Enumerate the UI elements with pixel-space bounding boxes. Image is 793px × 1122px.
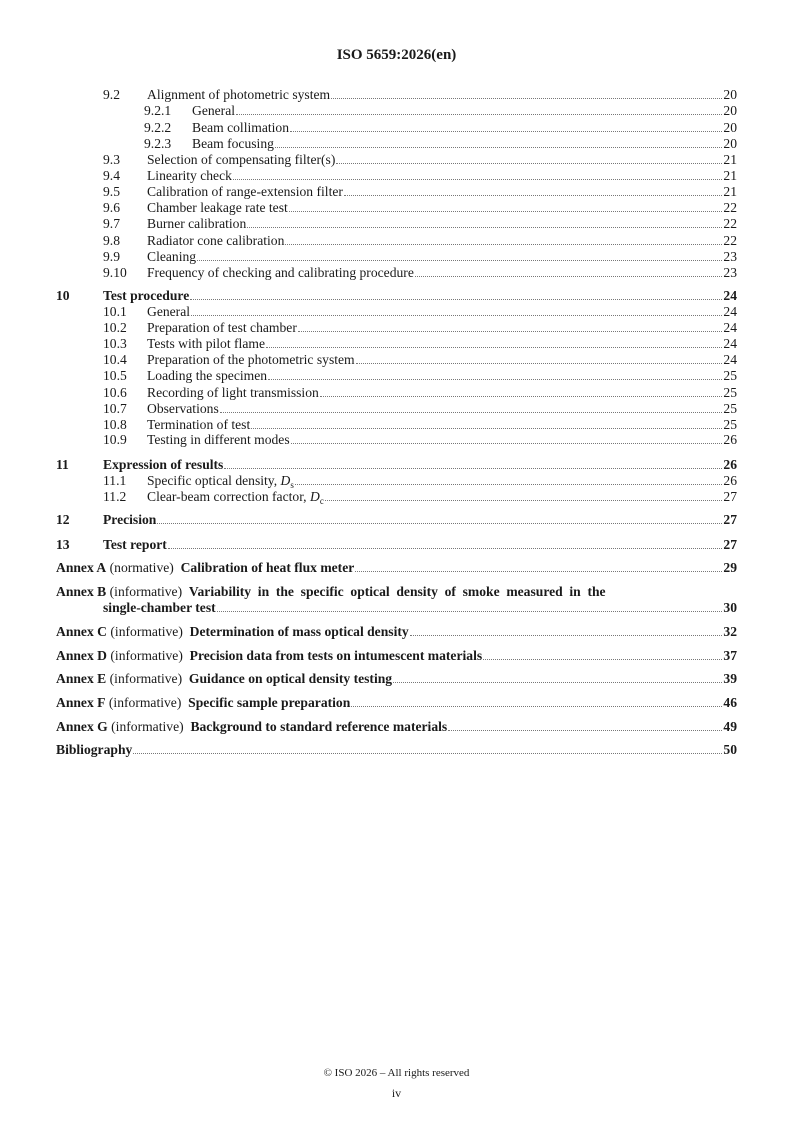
annex-title: Determination of mass optical density — [189, 624, 409, 639]
toc-entry[interactable] — [56, 559, 737, 576]
toc-entry-title — [56, 718, 447, 735]
toc-entry-line — [56, 647, 737, 664]
dot-leader — [356, 351, 723, 364]
toc-entry[interactable] — [56, 488, 737, 505]
toc-entry-number: 9.9 — [103, 249, 120, 264]
toc-entry-line — [147, 472, 737, 489]
toc-entry-page: 23 — [723, 249, 737, 264]
dot-leader — [275, 135, 722, 148]
toc-entry-title — [56, 670, 392, 687]
dot-leader — [157, 511, 722, 524]
toc-entry-line — [147, 319, 737, 336]
toc-entry-page: 24 — [723, 288, 737, 303]
toc-entry-line — [147, 303, 737, 320]
dot-leader — [224, 456, 722, 469]
toc-entry-title — [192, 102, 235, 119]
toc-entry-page: 21 — [723, 168, 737, 183]
toc-entry-number: 10.7 — [103, 401, 127, 416]
dot-leader — [168, 536, 723, 549]
toc-entry-title — [147, 384, 319, 401]
title-text: Beam focusing — [192, 136, 274, 151]
dot-leader — [415, 264, 723, 277]
toc-entry-page: 22 — [723, 233, 737, 248]
toc-entry[interactable] — [56, 215, 737, 232]
toc-entry[interactable] — [56, 431, 737, 448]
dot-leader — [190, 287, 722, 300]
toc-entry-line — [192, 119, 737, 136]
dot-leader — [290, 119, 722, 132]
toc-entry[interactable] — [56, 287, 737, 304]
toc-entry-page: 22 — [723, 216, 737, 231]
toc-entry-page: 25 — [723, 401, 737, 416]
toc-entry-page: 25 — [723, 417, 737, 432]
toc-entry-line — [103, 511, 737, 528]
dot-leader — [483, 647, 722, 660]
toc-entry-number: 11 — [56, 457, 69, 472]
toc-entry-page: 24 — [723, 320, 737, 335]
toc-entry-title — [103, 287, 189, 304]
toc-entry-title — [147, 199, 288, 216]
toc-entry-number: 10.1 — [103, 304, 127, 319]
title-text: Tests with pilot flame — [147, 336, 265, 351]
toc-entry-title — [147, 319, 297, 336]
toc-entry[interactable] — [56, 335, 737, 352]
title-text: Test report — [103, 537, 167, 552]
toc-entry-line — [56, 623, 737, 640]
toc-entry-line — [56, 670, 737, 687]
toc-entry[interactable] — [56, 199, 737, 216]
toc-entry-line — [147, 151, 737, 168]
toc-entry-page: 25 — [723, 368, 737, 383]
toc-entry[interactable] — [56, 511, 737, 528]
annex-title-line-2: single-chamber test — [103, 600, 216, 615]
dot-leader — [220, 400, 723, 413]
toc-entry-page: 24 — [723, 304, 737, 319]
toc-entry-page: 27 — [723, 489, 737, 504]
toc-entry-title — [56, 559, 354, 576]
title-text: Chamber leakage rate test — [147, 200, 288, 215]
toc-entry[interactable] — [56, 167, 737, 184]
toc-entry-page: 49 — [723, 719, 737, 734]
title-text: General — [192, 103, 236, 118]
toc-entry[interactable] — [56, 351, 737, 368]
toc-entry-page: 26 — [723, 473, 737, 488]
toc-entry-title — [103, 456, 223, 473]
toc-entry-line — [103, 456, 737, 473]
toc-entry[interactable] — [56, 135, 737, 152]
toc-entry-line — [147, 167, 737, 184]
dot-leader — [268, 367, 722, 380]
toc-entry-number: 9.2.3 — [144, 136, 172, 151]
variable-symbol: $D_c$ — [309, 489, 324, 506]
toc-entry-title — [56, 623, 409, 640]
toc-entry-line — [147, 335, 737, 352]
toc-entry-title — [147, 431, 290, 448]
annex-type: (informative) — [109, 671, 183, 686]
toc-entry-number: 10.2 — [103, 320, 127, 335]
title-text: Linearity check — [147, 168, 232, 183]
variable-subscript: s — [290, 480, 294, 490]
toc-entry-title — [147, 335, 265, 352]
toc-entry[interactable] — [56, 623, 737, 640]
toc-entry[interactable] — [56, 367, 737, 384]
dot-leader — [320, 384, 723, 397]
annex-title: Calibration of heat flux meter — [180, 560, 355, 575]
toc-entry-line — [147, 215, 737, 232]
dot-leader — [217, 599, 723, 612]
toc-entry-line — [147, 400, 737, 417]
toc-entry[interactable] — [56, 400, 737, 417]
toc-entry-page: 37 — [723, 648, 737, 663]
dot-leader — [233, 167, 722, 180]
toc-entry-line — [56, 559, 737, 576]
toc-entry-page: 24 — [723, 336, 737, 351]
toc-entry[interactable] — [56, 248, 737, 265]
toc-entry[interactable] — [56, 151, 737, 168]
toc-entry-number: 9.6 — [103, 200, 120, 215]
title-text: Preparation of the photometric system — [147, 352, 355, 367]
toc-entry-page: 46 — [723, 695, 737, 710]
title-text: Beam collimation — [192, 120, 290, 135]
title-text: Loading the specimen — [147, 368, 268, 383]
annex-title: Specific sample preparation — [188, 695, 351, 710]
toc-entry-title — [147, 400, 219, 417]
toc-entry-title — [56, 647, 482, 664]
toc-entry-number: 9.4 — [103, 168, 120, 183]
toc-entry-title — [147, 367, 267, 384]
title-text: Observations — [147, 401, 219, 416]
title-text: Testing in different modes — [147, 432, 290, 447]
toc-entry-title — [103, 599, 216, 616]
toc-entry-number: 9.2.2 — [144, 120, 172, 135]
title-text: Preparation of test chamber — [147, 320, 297, 335]
toc-entry-number: 9.10 — [103, 265, 127, 280]
annex-label: Annex B — [56, 584, 107, 599]
toc-entry[interactable] — [56, 456, 737, 473]
toc-entry-line — [192, 102, 737, 119]
title-text: Bibliography — [56, 742, 133, 757]
annex-title-line-1: Variability in the specific optical density of smoke measured in the — [188, 584, 606, 599]
toc-entry-line — [56, 741, 737, 758]
toc-entry-title — [147, 264, 414, 281]
toc-entry-page: 26 — [723, 432, 737, 447]
toc-entry[interactable] — [56, 718, 737, 735]
toc-entry[interactable] — [56, 119, 737, 136]
toc-entry-line — [147, 431, 737, 448]
title-text: General — [147, 304, 191, 319]
toc-entry[interactable] — [56, 102, 737, 119]
toc-entry-title — [192, 135, 274, 152]
toc-entry-number: 10.9 — [103, 432, 127, 447]
toc-entry[interactable] — [56, 536, 737, 553]
toc-entry-title — [192, 119, 289, 136]
variable-symbol: $D_s$ — [280, 473, 294, 490]
toc-entry-title — [147, 303, 190, 320]
toc-entry-title — [147, 167, 232, 184]
toc-entry[interactable] — [56, 647, 737, 664]
toc-entry-line — [103, 287, 737, 304]
toc-entry-line — [192, 135, 737, 152]
variable-subscript: c — [319, 496, 324, 506]
toc-entry-page: 23 — [723, 265, 737, 280]
toc-entry-line — [147, 367, 737, 384]
toc-entry-page: 32 — [723, 624, 737, 639]
toc-entry-number: 9.2.1 — [144, 103, 172, 118]
toc-entry-number: 9.3 — [103, 152, 120, 167]
dot-leader — [291, 431, 723, 444]
annex-type: (informative) — [110, 648, 183, 663]
toc-entry-line — [147, 232, 737, 249]
annex-label: Annex G — [56, 719, 108, 734]
toc-entry-page: 39 — [723, 671, 737, 686]
toc-entry-title — [56, 741, 132, 758]
toc-entry-page: 29 — [723, 560, 737, 575]
dot-leader — [247, 215, 722, 228]
toc-entry[interactable] — [56, 472, 737, 489]
dot-leader — [336, 151, 722, 164]
dot-leader — [197, 248, 722, 261]
toc-entry-line — [103, 536, 737, 553]
annex-type: (informative) — [110, 624, 183, 639]
annex-type: (informative) — [108, 695, 182, 710]
toc-entry-page: 21 — [723, 152, 737, 167]
toc-entry-line — [147, 488, 737, 505]
toc-entry-title — [103, 511, 156, 528]
toc-entry-number: 11.2 — [103, 489, 127, 504]
toc-entry-page: 20 — [723, 87, 737, 102]
toc-entry-number: 10.4 — [103, 352, 127, 367]
toc-entry[interactable] — [56, 319, 737, 336]
dot-leader — [285, 232, 722, 245]
toc-entry-page: 27 — [723, 537, 737, 552]
toc-entry-title — [147, 351, 355, 368]
toc-entry-page: 20 — [723, 120, 737, 135]
dot-leader — [331, 86, 722, 99]
dot-leader — [393, 670, 722, 683]
toc-entry-title — [147, 151, 335, 168]
title-text: Test procedure — [103, 288, 190, 303]
toc-entry-title — [147, 248, 196, 265]
toc-entry-page: 24 — [723, 352, 737, 367]
title-text: Radiator cone calibration — [147, 233, 285, 248]
dot-leader — [251, 416, 722, 429]
title-text: Cleaning — [147, 249, 197, 264]
toc-entry-line — [147, 199, 737, 216]
toc-entry-line — [147, 183, 737, 200]
toc-entry-line — [147, 86, 737, 103]
toc-entry-number: 10.3 — [103, 336, 127, 351]
toc-entry[interactable] — [56, 303, 737, 320]
toc-entry-line — [147, 264, 737, 281]
toc-entry[interactable] — [56, 583, 737, 616]
toc-entry-title — [147, 183, 343, 200]
title-text: Calibration of range-extension filter — [147, 184, 343, 199]
title-text: Clear-beam correction factor, — [147, 489, 310, 504]
annex-type: (informative) — [111, 719, 184, 734]
annex-title: Background to standard reference materials — [190, 719, 448, 734]
toc-entry[interactable] — [56, 232, 737, 249]
title-text: Burner calibration — [147, 216, 247, 231]
annex-title: Guidance on optical density testing — [188, 671, 393, 686]
toc-entry-page: 26 — [723, 457, 737, 472]
toc-entry-line — [147, 351, 737, 368]
toc-entry-number: 13 — [56, 537, 70, 552]
toc-entry-number: 10 — [56, 288, 70, 303]
dot-leader — [344, 183, 722, 196]
toc-entry[interactable] — [56, 741, 737, 758]
toc-entry-title — [147, 232, 284, 249]
annex-label: Annex F — [56, 695, 106, 710]
title-text: Frequency of checking and calibrating procedure — [147, 265, 414, 280]
toc-entry-page: 21 — [723, 184, 737, 199]
document-header: ISO 5659:2026(en) — [336, 47, 457, 63]
annex-label: Annex D — [56, 648, 107, 663]
toc-entry-page: 20 — [723, 136, 737, 151]
toc-entry-line — [147, 248, 737, 265]
toc-entry-title — [103, 536, 167, 553]
annex-title: Precision data from tests on intumescent materials — [189, 648, 483, 663]
toc-entry-line — [147, 384, 737, 401]
toc-entry[interactable] — [56, 86, 737, 103]
dot-leader — [289, 199, 723, 212]
toc-entry-line — [56, 694, 737, 711]
toc-entry-page: 22 — [723, 200, 737, 215]
toc-entry-number: 9.7 — [103, 216, 120, 231]
dot-leader — [236, 102, 722, 115]
toc-entry-title — [147, 86, 330, 103]
copyright-notice: © ISO 2026 – All rights reserved — [323, 1067, 470, 1079]
dot-leader — [133, 741, 722, 754]
title-text: Expression of results — [103, 457, 224, 472]
title-text: Termination of test — [147, 417, 251, 432]
toc-entry-page: 25 — [723, 385, 737, 400]
dot-leader — [410, 623, 723, 636]
toc-entry-page: 30 — [723, 600, 737, 615]
toc-entry-title — [147, 472, 294, 489]
title-text: Specific optical density, — [147, 473, 281, 488]
toc-entry-number: 11.1 — [103, 473, 127, 488]
toc-entry-number: 10.6 — [103, 385, 127, 400]
toc-entry-number: 9.8 — [103, 233, 120, 248]
toc-entry-line — [56, 718, 737, 735]
toc-entry[interactable] — [56, 694, 737, 711]
dot-leader — [298, 319, 723, 332]
dot-leader — [355, 559, 722, 572]
toc-entry-title — [147, 488, 324, 505]
toc-entry-number: 10.8 — [103, 417, 127, 432]
page-number: iv — [391, 1086, 402, 1100]
annex-type: (informative) — [109, 584, 183, 599]
toc-entry-line — [103, 599, 737, 616]
annex-label: Annex E — [56, 671, 107, 686]
title-text: Precision — [103, 512, 157, 527]
toc-entry[interactable] — [56, 183, 737, 200]
toc-entry-page: 27 — [723, 512, 737, 527]
annex-label: Annex C — [56, 624, 107, 639]
title-text: Selection of compensating filter(s) — [147, 152, 336, 167]
annex-label: Annex A — [56, 560, 107, 575]
title-text: Recording of light transmission — [147, 385, 319, 400]
toc-entry-number: 10.5 — [103, 368, 127, 383]
dot-leader — [295, 472, 723, 485]
toc-entry[interactable] — [56, 264, 737, 281]
toc-entry-page: 20 — [723, 103, 737, 118]
dot-leader — [191, 303, 722, 316]
toc-entry-number: 9.2 — [103, 87, 120, 102]
annex-type: (normative) — [109, 560, 174, 575]
dot-leader — [351, 694, 722, 707]
toc-entry-title — [147, 215, 246, 232]
toc-entry-number: 12 — [56, 512, 70, 527]
toc-entry-page: 50 — [723, 742, 737, 757]
toc-entry[interactable] — [56, 384, 737, 401]
dot-leader — [266, 335, 722, 348]
dot-leader — [325, 488, 723, 501]
toc-entry[interactable] — [56, 670, 737, 687]
toc-entry-title — [56, 694, 350, 711]
title-text: Alignment of photometric system — [147, 87, 331, 102]
annex-heading — [56, 583, 606, 600]
toc-entry-number: 9.5 — [103, 184, 120, 199]
dot-leader — [448, 718, 722, 731]
